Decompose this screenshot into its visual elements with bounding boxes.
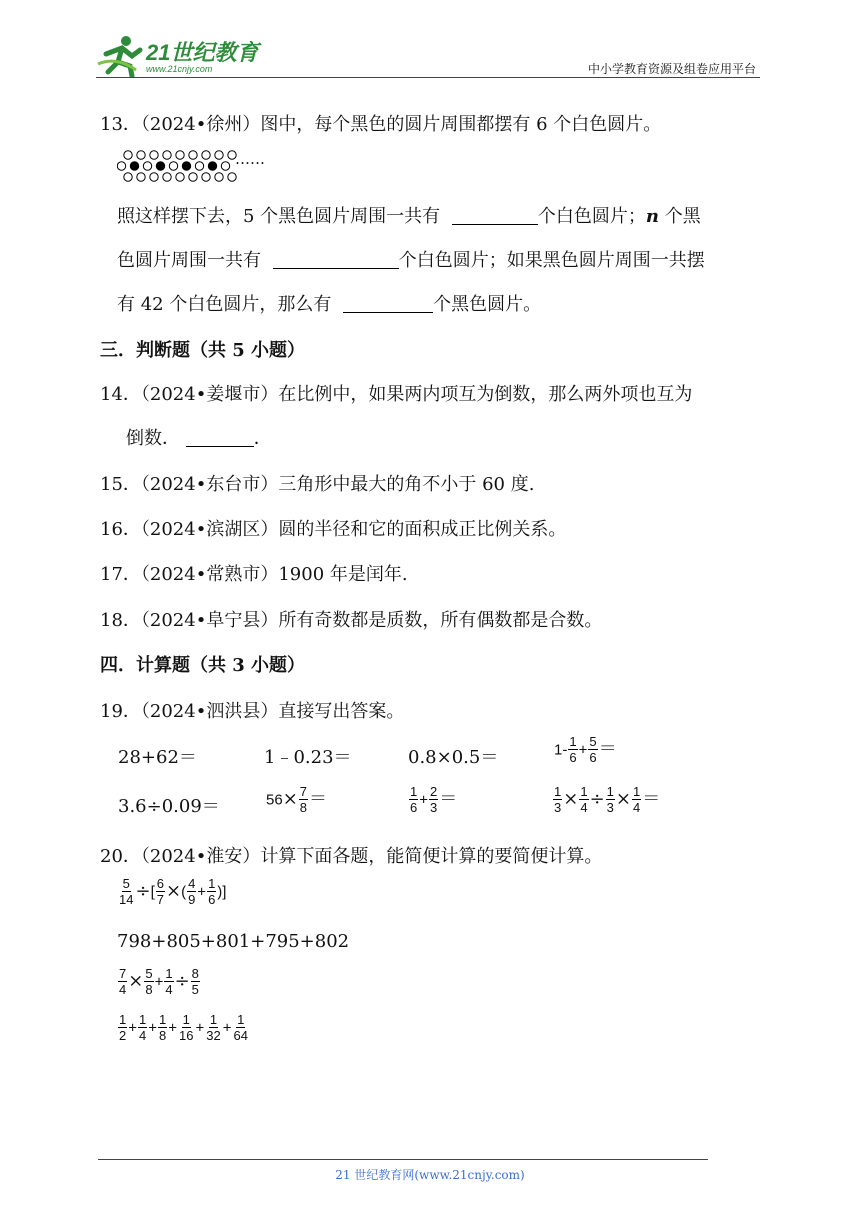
question-number: 18． xyxy=(100,610,141,631)
question-text: 倒数． xyxy=(126,428,180,449)
section-3-title: 三．判断题（共 5 小题） xyxy=(100,340,306,361)
question-number: 20． xyxy=(100,846,141,867)
white-circle xyxy=(150,151,158,159)
answer-blank[interactable] xyxy=(343,292,433,313)
question-15 xyxy=(100,470,534,496)
question-19 xyxy=(100,697,404,723)
question-16 xyxy=(100,515,566,541)
white-circle xyxy=(176,151,184,159)
white-circle xyxy=(189,151,197,159)
calc-item: 0.8×0.5＝ xyxy=(408,747,499,768)
variable-n: n xyxy=(645,206,660,227)
black-circle xyxy=(130,162,138,170)
white-circle xyxy=(137,151,145,159)
white-circle xyxy=(163,151,171,159)
white-circle xyxy=(195,162,203,170)
answer-blank[interactable] xyxy=(273,248,399,269)
answer-blank[interactable] xyxy=(452,204,538,225)
question-14-cont xyxy=(126,424,272,450)
q13-line2 xyxy=(117,246,705,272)
q13-text-segment: 色圆片周围一共有 xyxy=(117,250,261,271)
white-circle xyxy=(150,173,158,181)
calc-item: $\frac{1}{3}$ × $\frac{1}{4}$ ÷ $\frac{1}{3}$ × $\frac{1}{4}$ ＝ xyxy=(554,784,661,815)
q13-text-segment: 有 42 个白色圆片，那么有 xyxy=(117,294,332,315)
question-text: 1900 年是闰年. xyxy=(278,564,408,585)
question-number: 16． xyxy=(100,519,141,540)
runner-logo-icon xyxy=(96,34,146,78)
logo-text: 21世纪教育 xyxy=(146,40,259,65)
pattern-ellipsis: …… xyxy=(235,150,265,168)
black-circle xyxy=(208,162,216,170)
header-logo xyxy=(96,34,266,78)
white-circle xyxy=(202,151,210,159)
question-source: （2024•姜堰市） xyxy=(140,384,279,405)
answer-blank[interactable] xyxy=(186,426,254,447)
question-text: 图中，每个黑色的圆片周围都摆有 6 个白色圆片。 xyxy=(260,114,662,135)
white-circle xyxy=(124,151,132,159)
calc-expression-2: 798+805+801+795+802 xyxy=(117,931,350,952)
black-circle xyxy=(156,162,164,170)
white-circle xyxy=(215,151,223,159)
question-text: ． xyxy=(253,428,272,449)
question-number: 19． xyxy=(100,701,141,722)
white-circle xyxy=(124,173,132,181)
circle-pattern-svg xyxy=(117,148,237,184)
footer-text: 21 世纪教育网(www.21cnjy.com) xyxy=(335,1168,525,1182)
q13-line3 xyxy=(117,290,541,316)
question-20 xyxy=(100,842,602,868)
question-number: 14． xyxy=(100,384,141,405)
white-circle xyxy=(143,162,151,170)
q13-text-segment: 照这样摆下去，5 个黑色圆片周围一共有 xyxy=(117,206,441,227)
white-circle xyxy=(117,162,125,170)
question-number: 15． xyxy=(100,474,141,495)
calc-item: 1- $\frac{1}{6}$ + $\frac{5}{6}$ ＝ xyxy=(554,734,617,765)
white-circle xyxy=(137,173,145,181)
q13-text-segment: 个黑色圆片。 xyxy=(433,294,542,315)
question-number: 13． xyxy=(100,114,141,135)
question-source: （2024•东台市） xyxy=(140,474,279,495)
white-circle xyxy=(169,162,177,170)
question-text: 直接写出答案。 xyxy=(278,701,405,722)
header-divider xyxy=(96,77,760,78)
question-text: 所有奇数都是质数，所有偶数都是合数。 xyxy=(278,610,603,631)
white-circle xyxy=(221,162,229,170)
question-text: 计算下面各题，能简便计算的要简便计算。 xyxy=(260,846,603,867)
white-circle xyxy=(163,173,171,181)
question-18 xyxy=(100,606,602,632)
calc-expression-4: $\frac{1}{2}$ + $\frac{1}{4}$ + $\frac{1}{8}$ + $\frac{1}{16}$ + $\frac{1}{32}$ + $\frac{1}{64}$ xyxy=(119,1012,248,1043)
calc-item: 3.6÷0.09＝ xyxy=(118,796,220,817)
question-text: 圆的半径和它的面积成正比例关系。 xyxy=(278,519,567,540)
calc-expression-3: $\frac{7}{4}$ × $\frac{5}{8}$ + $\frac{1}{4}$ ÷ $\frac{8}{5}$ xyxy=(119,966,199,997)
question-source: （2024•淮安） xyxy=(140,846,261,867)
q13-text-segment: 个黑 xyxy=(664,206,701,227)
platform-name: 中小学教育资源及组卷应用平台 xyxy=(587,62,756,76)
calc-item: 56× $\frac{7}{8}$ ＝ xyxy=(266,784,328,815)
question-text: 三角形中最大的角不小于 60 度. xyxy=(278,474,535,495)
question-text: 在比例中，如果两内项互为倒数，那么两外项也互为 xyxy=(278,384,693,405)
black-circle xyxy=(182,162,190,170)
question-source: （2024•徐州） xyxy=(140,114,261,135)
q13-text-segment: 个白色圆片； xyxy=(537,206,646,227)
section-4-title: 四．计算题（共 3 小题） xyxy=(100,655,306,676)
question-source: （2024•阜宁县） xyxy=(140,610,279,631)
calc-expression-1: $\frac{5}{14}$ ÷[ $\frac{6}{7}$ ×( $\frac{4}{9}$ + $\frac{1}{6}$ )] xyxy=(119,876,227,907)
question-number: 17． xyxy=(100,564,141,585)
calc-item: 28+62＝ xyxy=(118,747,197,768)
question-13 xyxy=(100,110,661,136)
white-circle xyxy=(202,173,210,181)
question-source: （2024•常熟市） xyxy=(140,564,279,585)
calc-item: 1﹣0.23＝ xyxy=(264,747,352,768)
footer-divider xyxy=(98,1159,708,1160)
circle-pattern-figure xyxy=(117,148,267,184)
logo-url: www.21cnjy.com xyxy=(146,64,213,74)
white-circle xyxy=(215,173,223,181)
q13-text-segment: 个白色圆片；如果黑色圆片周围一共摆 xyxy=(398,250,705,271)
question-17 xyxy=(100,560,408,586)
question-source: （2024•滨湖区） xyxy=(140,519,279,540)
white-circle xyxy=(176,173,184,181)
question-source: （2024•泗洪县） xyxy=(140,701,279,722)
calc-item: $\frac{1}{6}$ + $\frac{2}{3}$ ＝ xyxy=(410,784,458,815)
white-circle xyxy=(189,173,197,181)
question-14 xyxy=(100,380,692,406)
q13-line1 xyxy=(117,202,701,228)
white-circle xyxy=(228,173,236,181)
